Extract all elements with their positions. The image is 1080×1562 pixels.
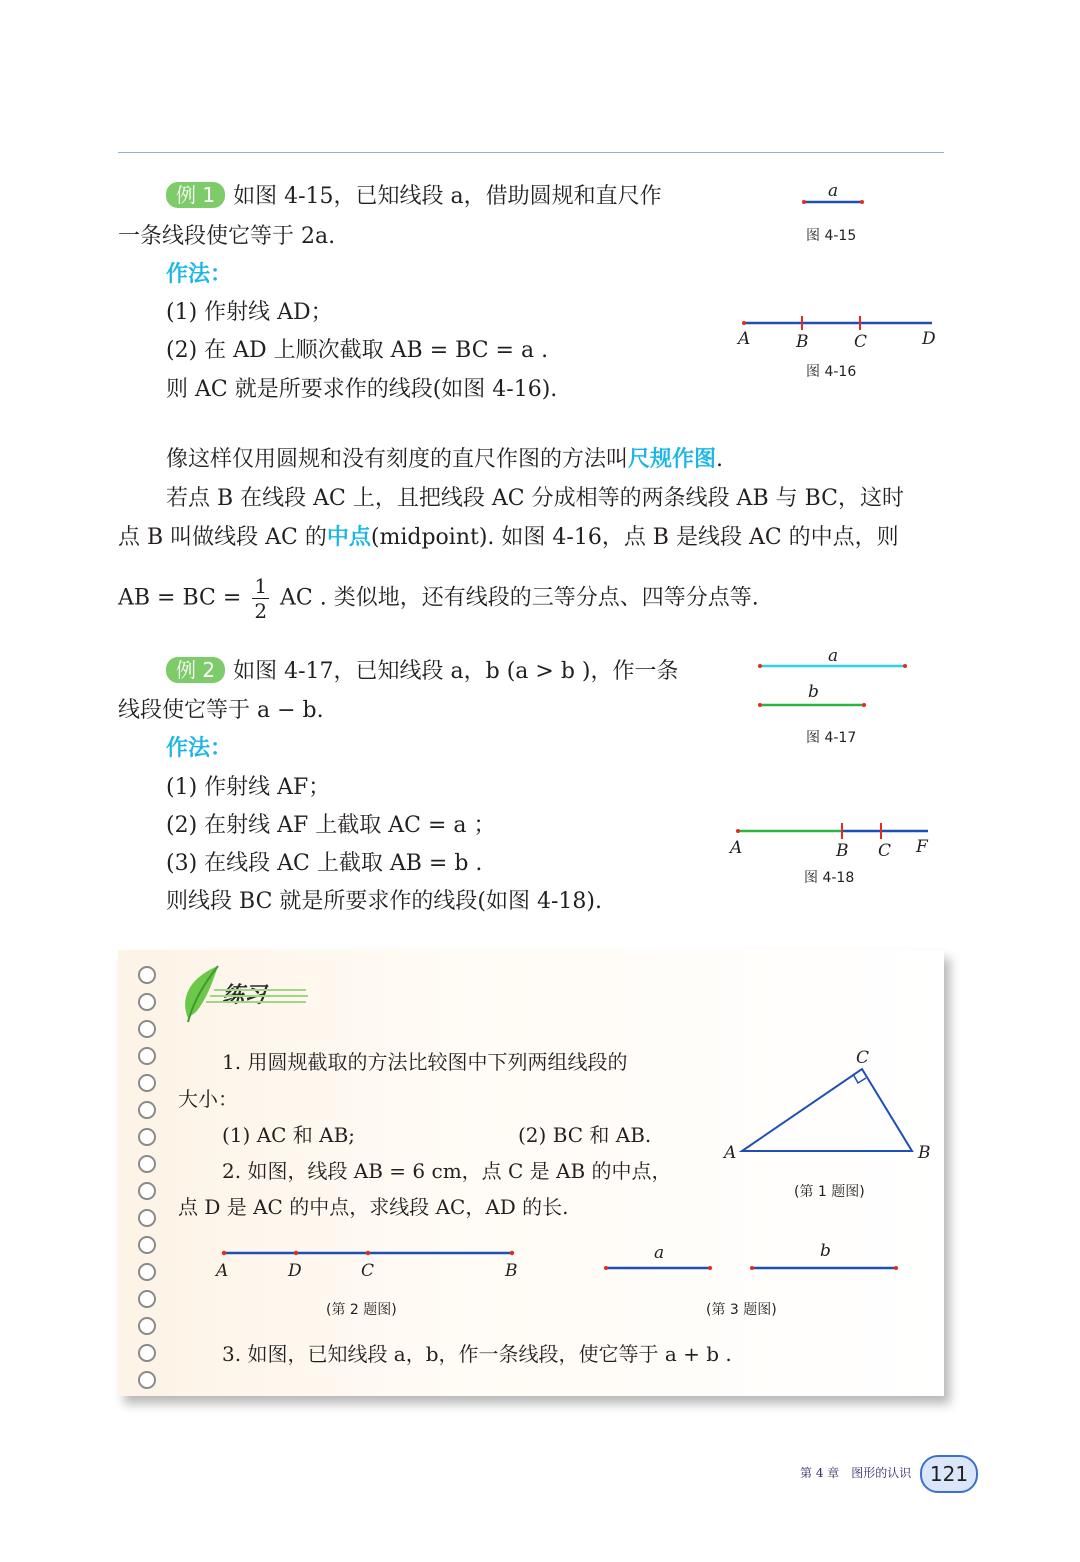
midpoint-text-b: (midpoint). 如图 4-16，点 B 是线段 AC 的中点，则: [370, 525, 899, 550]
endpoint: [860, 200, 864, 204]
exercise-q1-choice1: (1) AC 和 AB;: [222, 1123, 356, 1147]
exercise-figure-3: [604, 1241, 898, 1318]
point-B: B: [836, 841, 849, 861]
exercise-title: 练习: [222, 983, 267, 1008]
point-B: B: [796, 332, 809, 352]
point-C: C: [878, 841, 892, 861]
endpoint: [222, 1251, 226, 1255]
keyword-ruler-compass: 尺规作图: [628, 447, 717, 472]
point-B: B: [918, 1143, 931, 1163]
endpoint: [894, 1266, 898, 1270]
point-mark-D: [294, 1251, 298, 1255]
example2-result: 则线段 BC 就是所要求作的线段(如图 4-18).: [166, 889, 602, 914]
caption-4-18: 图 4-18: [804, 870, 855, 886]
figure-4-16: [736, 316, 936, 380]
point-D: D: [922, 329, 936, 349]
exercise-q3: 3. 如图，已知线段 a，b，作一条线段，使它等于 a + b .: [222, 1342, 732, 1366]
point-A: A: [738, 329, 751, 349]
example1-step1: (1) 作射线 AD；: [166, 300, 333, 325]
exercise-figure-1: [722, 1048, 931, 1200]
exercise-q1-choice2: (2) BC 和 AB.: [518, 1123, 652, 1147]
exercise-q2-line2: 点 D 是 AC 的中点，求线段 AC，AD 的长.: [178, 1195, 569, 1219]
feather-icon: [185, 966, 308, 1022]
endpoint: [758, 703, 762, 707]
example2-text1: 如图 4-17，已知线段 a，b (a > b )，作一条: [233, 659, 679, 684]
endpoint: [903, 664, 907, 668]
figure-4-17: [758, 646, 907, 746]
example1-line2: 一条线段使它等于 2a.: [118, 224, 336, 249]
example1-result: 则 AC 就是所要求作的线段(如图 4-16).: [166, 377, 558, 402]
definition-text: 像这样仅用圆规和没有刻度的直尺作图的方法叫: [166, 447, 629, 472]
midpoint-text-a: 点 B 叫做线段 AC 的: [118, 525, 327, 550]
endpoint: [758, 664, 762, 668]
label-a: a: [654, 1243, 665, 1263]
example1-step2: (2) 在 AD 上顺次截取 AB = BC = a .: [166, 338, 549, 363]
midpoint-line1: 若点 B 在线段 AC 上，且把线段 AC 分成相等的两条线段 AB 与 BC，这时: [166, 486, 905, 511]
caption-4-17: 图 4-17: [806, 730, 857, 746]
point-A: A: [730, 838, 743, 858]
endpoint: [802, 200, 806, 204]
triangle-ABC: [742, 1069, 912, 1151]
endpoint: [742, 321, 746, 325]
example1-method: 作法：: [166, 262, 233, 287]
caption-exercise-3: (第 3 题图): [706, 1302, 777, 1318]
fraction-denominator: 2: [254, 599, 268, 623]
keyword-midpoint: 中点: [326, 525, 371, 550]
endpoint: [510, 1251, 514, 1255]
exercise-q1-line1: 1. 用圆规截取的方法比较图中下列两组线段的: [222, 1050, 628, 1074]
exercise-q1-line2: 大小：: [178, 1087, 238, 1111]
exercise-q2-line1: 2. 如图，线段 AB = 6 cm，点 C 是 AB 的中点，: [222, 1159, 672, 1183]
figure-4-15: [802, 181, 864, 244]
endpoint: [708, 1266, 712, 1270]
point-A: A: [724, 1143, 737, 1163]
example2-step1: (1) 作射线 AF；: [166, 775, 331, 800]
endpoint: [604, 1266, 608, 1270]
label-a: a: [828, 646, 839, 666]
figure-4-18: [728, 823, 929, 886]
definition-end: .: [716, 447, 724, 472]
endpoint: [736, 829, 740, 833]
caption-exercise-2: (第 2 题图): [326, 1302, 397, 1318]
point-A: A: [216, 1261, 229, 1281]
example1-text1: 如图 4-15，已知线段 a，借助圆规和直尺作: [233, 184, 662, 209]
label-a: a: [828, 181, 839, 201]
point-B: B: [505, 1261, 518, 1281]
formula-left: AB = BC =: [118, 585, 242, 611]
point-D: D: [288, 1261, 302, 1281]
point-mark-C: [366, 1251, 370, 1255]
point-F: F: [916, 837, 928, 857]
fraction-numerator: 1: [254, 574, 268, 598]
endpoint: [750, 1266, 754, 1270]
example2-method: 作法：: [166, 736, 233, 761]
endpoint: [862, 703, 866, 707]
label-b: b: [820, 1241, 831, 1261]
right-angle-mark: [853, 1074, 866, 1083]
example2-step3: (3) 在线段 AC 上截取 AB = b .: [166, 851, 483, 876]
example1-tag: 例 1: [166, 182, 225, 208]
caption-4-15: 图 4-15: [806, 228, 857, 244]
formula-right: AC . 类似地，还有线段的三等分点、四等分点等.: [280, 585, 759, 611]
label-b: b: [808, 682, 819, 702]
point-C: C: [854, 332, 868, 352]
caption-exercise-1: (第 1 题图): [794, 1184, 865, 1200]
example2-step2: (2) 在射线 AF 上截取 AC = a ；: [166, 813, 496, 838]
page-number: 121: [920, 1455, 978, 1493]
point-C: C: [856, 1048, 870, 1068]
example2-line2: 线段使它等于 a − b.: [118, 698, 324, 723]
example2-tag: 例 2: [166, 657, 225, 683]
caption-4-16: 图 4-16: [806, 364, 857, 380]
point-C: C: [361, 1261, 375, 1281]
exercise-figure-2: [214, 1251, 518, 1318]
chapter-footer: 第 4 章 图形的认识: [800, 1466, 912, 1480]
